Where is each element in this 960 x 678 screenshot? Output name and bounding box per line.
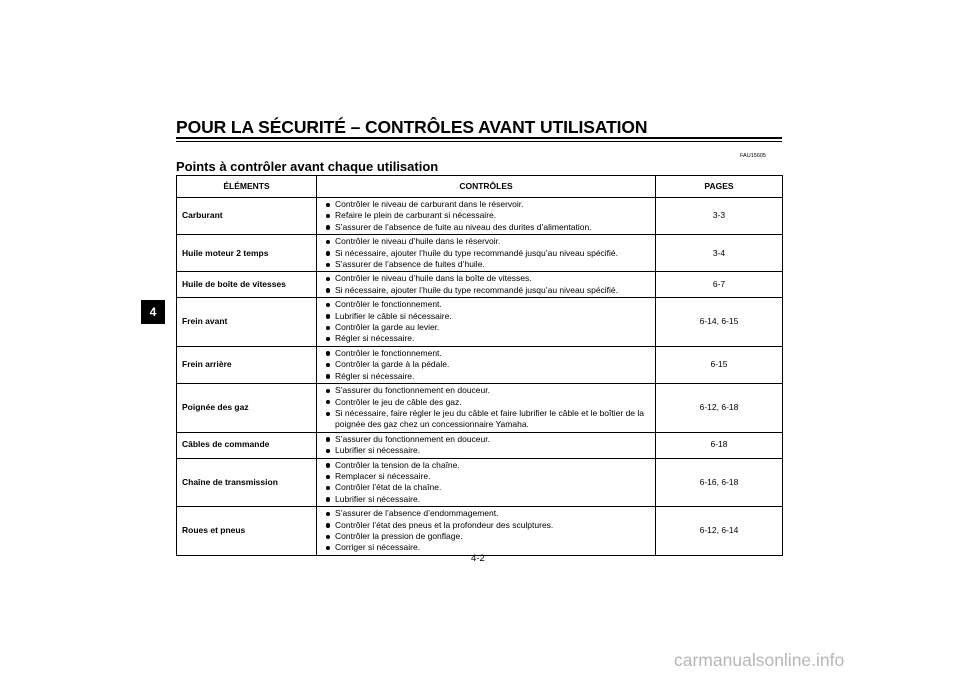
row-item: Roues et pneus xyxy=(177,507,317,556)
column-header-elements: ÉLÉMENTS xyxy=(177,176,317,198)
row-checks xyxy=(317,346,656,383)
table-row xyxy=(177,272,783,298)
checks-list xyxy=(323,199,651,233)
table-row xyxy=(177,346,783,383)
row-item: Poignée des gaz xyxy=(177,384,317,433)
column-header-pages: PAGES xyxy=(656,176,783,198)
row-pages: 6-7 xyxy=(656,272,783,298)
table-row xyxy=(177,298,783,347)
row-checks xyxy=(317,432,656,458)
page-header-title: POUR LA SÉCURITÉ – CONTRÔLES AVANT UTILISATION xyxy=(176,117,648,137)
row-item: Huile de boîte de vitesses xyxy=(177,272,317,298)
table-body xyxy=(177,198,783,556)
check-item: Contrôler la garde à la pédale. xyxy=(323,359,651,370)
row-checks xyxy=(317,298,656,347)
check-item: S’assurer de l’absence de fuites d’huile. xyxy=(323,259,651,270)
row-checks xyxy=(317,198,656,235)
column-header-controls: CONTRÔLES xyxy=(317,176,656,198)
check-item: S’assurer du fonctionnement en douceur. xyxy=(323,434,651,445)
check-item: Contrôler la pression de gonflage. xyxy=(323,531,651,542)
checks-list xyxy=(323,273,651,296)
table-row xyxy=(177,458,783,507)
row-item: Frein avant xyxy=(177,298,317,347)
row-pages: 6-15 xyxy=(656,346,783,383)
row-checks xyxy=(317,458,656,507)
check-item: Contrôler le fonctionnement. xyxy=(323,299,651,310)
check-item: Si nécessaire, ajouter l’huile du type recommandé jusqu’au niveau spécifié. xyxy=(323,285,651,296)
row-item: Huile moteur 2 temps xyxy=(177,235,317,272)
check-item: Contrôler l’état de la chaîne. xyxy=(323,482,651,493)
check-item: Lubrifier le câble si nécessaire. xyxy=(323,311,651,322)
check-item: S’assurer de l’absence de fuite au niveau des durites d’alimentation. xyxy=(323,222,651,233)
checks-list xyxy=(323,460,651,506)
row-pages: 6-12, 6-14 xyxy=(656,507,783,556)
checks-list xyxy=(323,299,651,345)
row-item: Frein arrière xyxy=(177,346,317,383)
check-item: Contrôler l’état des pneus et la profondeur des sculptures. xyxy=(323,520,651,531)
row-checks xyxy=(317,235,656,272)
check-item: Contrôler le niveau d’huile dans le réservoir. xyxy=(323,236,651,247)
table-row xyxy=(177,198,783,235)
check-item: Lubrifier si nécessaire. xyxy=(323,445,651,456)
table-row xyxy=(177,507,783,556)
check-item: Refaire le plein de carburant si nécessaire. xyxy=(323,210,651,221)
header-rule-thin xyxy=(176,141,782,142)
row-checks xyxy=(317,384,656,433)
watermark: carmanualsonline.info xyxy=(674,650,845,670)
check-item: Si nécessaire, ajouter l’huile du type recommandé jusqu’au niveau spécifié. xyxy=(323,248,651,259)
row-checks xyxy=(317,507,656,556)
row-pages: 6-12, 6-18 xyxy=(656,384,783,433)
check-item: Remplacer si nécessaire. xyxy=(323,471,651,482)
check-item: Corriger si nécessaire. xyxy=(323,542,651,553)
row-pages: 6-16, 6-18 xyxy=(656,458,783,507)
row-pages: 3-4 xyxy=(656,235,783,272)
page-number: 4-2 xyxy=(471,553,485,564)
row-item: Chaîne de transmission xyxy=(177,458,317,507)
check-item: S’assurer de l’absence d’endommagement. xyxy=(323,508,651,519)
header-rule xyxy=(176,137,782,139)
checks-list xyxy=(323,434,651,457)
table-row xyxy=(177,384,783,433)
table-row xyxy=(177,432,783,458)
row-item: Carburant xyxy=(177,198,317,235)
row-pages: 3-3 xyxy=(656,198,783,235)
check-item: Contrôler le niveau d’huile dans la boîte de vitesses. xyxy=(323,273,651,284)
chapter-tab: 4 xyxy=(141,300,165,324)
checks-list xyxy=(323,385,651,431)
check-item: S’assurer du fonctionnement en douceur. xyxy=(323,385,651,396)
check-item: Contrôler la garde au levier. xyxy=(323,322,651,333)
check-item: Contrôler la tension de la chaîne. xyxy=(323,460,651,471)
row-item: Câbles de commande xyxy=(177,432,317,458)
checklist-table xyxy=(176,175,783,556)
check-item: Contrôler le fonctionnement. xyxy=(323,348,651,359)
row-checks xyxy=(317,272,656,298)
table-row xyxy=(177,235,783,272)
check-item: Si nécessaire, faire régler le jeu du câble et faire lubrifier le câble et le boîtier de la poignée des gaz chez un concessionnaire Yamaha. xyxy=(323,408,651,431)
check-item: Régler si nécessaire. xyxy=(323,371,651,382)
checks-list xyxy=(323,348,651,382)
row-pages: 6-18 xyxy=(656,432,783,458)
table-header-row xyxy=(177,176,783,198)
row-pages: 6-14, 6-15 xyxy=(656,298,783,347)
document-code: FAU15605 xyxy=(740,153,766,159)
check-item: Contrôler le jeu de câble des gaz. xyxy=(323,397,651,408)
checks-list xyxy=(323,508,651,554)
check-item: Contrôler le niveau de carburant dans le réservoir. xyxy=(323,199,651,210)
check-item: Lubrifier si nécessaire. xyxy=(323,494,651,505)
checks-list xyxy=(323,236,651,270)
check-item: Régler si nécessaire. xyxy=(323,333,651,344)
section-title: Points à contrôler avant chaque utilisation xyxy=(176,159,439,174)
